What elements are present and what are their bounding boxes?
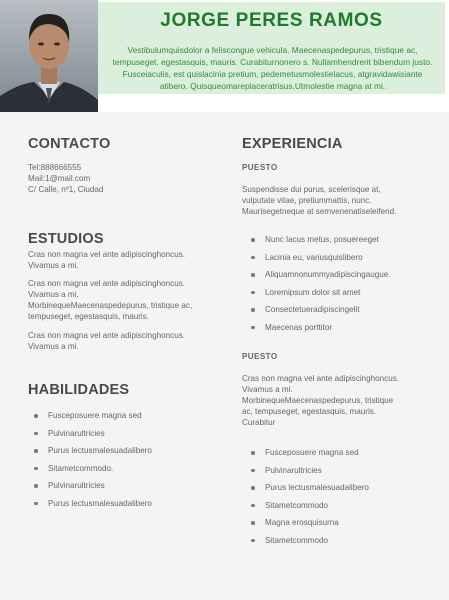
list-item: Purus lectusmalesuadalibero [34, 445, 214, 456]
list-item: Pulvinarultricies [34, 480, 214, 491]
profile-summary: Vestibulumquisdolor a feliscongue vehicula. Maecenaspedepurus, tristique ac, tempuseget, egestasquis, mauris. Curabiturnonero s. Nullamhendrerit bibendum justo. Fusceiaculis, est quislacinia pretium, pedemetusmolestielacus, atgravidawisiante atibero. Quisqueomareplaceratrisus.Utmolestie magna at mi. [112, 45, 433, 91]
study-entry: Cras non magna vel ante adipiscinghoncus. Vivamus a mi. [28, 250, 186, 270]
list-item: Pulvinarultricies [34, 428, 214, 439]
list-item: Purus lectusmalesuadalibero [251, 482, 431, 493]
candidate-name: JORGE PERES RAMOS [160, 10, 383, 31]
list-item: Magna erosquisurna [251, 517, 431, 528]
profile-photo [0, 0, 98, 112]
list-item: Fusceposuere magna sed [251, 447, 431, 458]
list-item: Aliquamnonummyadipiscingaugue. [251, 269, 431, 280]
list-item: Fusceposuere magna sed [34, 410, 214, 421]
contact-heading: CONTACTO [28, 136, 111, 152]
job-title: PUESTO [242, 352, 278, 361]
list-item: Nunc lacus metus, posuereeget [251, 234, 431, 245]
study-entry: Cras non magna vel ante adipiscinghoncus. Vivamus a mi. MorbinequeMaecenaspedepurus, tristique ac, tempuseget, egestasquis, mauris. [28, 279, 193, 321]
list-item: Maecenas porttitor [251, 322, 431, 333]
list-item: Loremipsum dolor sit amet [251, 287, 431, 298]
study-entry: Cras non magna vel ante adipiscinghoncus. Vivamus a mi. [28, 331, 186, 351]
skills-list [34, 410, 214, 516]
resume-header [0, 0, 449, 112]
resume-body [0, 112, 449, 600]
job-bullets [251, 447, 431, 553]
skills-heading: HABILIDADES [28, 382, 130, 398]
studies-heading: ESTUDIOS [28, 231, 104, 247]
job-description: Cras non magna vel ante adipiscinghoncus. Vivamus a mi. MorbinequeMaecenaspedepurus, tristique ac, tempuseget, egestasquis, mauris. Curabitur [242, 374, 400, 427]
job-bullets [251, 234, 431, 340]
list-item: Pulvinarultricies [251, 465, 431, 476]
portrait-image [0, 0, 98, 112]
experience-heading: EXPERIENCIA [242, 136, 343, 152]
list-item: Consectetueradipiscingelit [251, 304, 431, 315]
name-summary-box [98, 2, 445, 94]
contact-details: Tel:888666555 Mail:1@mail.com C/ Calle, nº1, Ciudad [28, 163, 104, 194]
list-item: Sitametcommodo [251, 500, 431, 511]
list-item: Sitametcommodo. [34, 463, 214, 474]
list-item: Sitametcommodo [251, 535, 431, 546]
list-item: Lacinia eu, variusquislibero [251, 252, 431, 263]
job-description: Suspendisse dui purus, scelerisque at, vulputate vitae, pretiummattis, nunc. Maurisegetneque at semvenenatiseleifend. [242, 185, 397, 216]
job-title: PUESTO [242, 163, 278, 172]
list-item: Purus lectusmalesuadalibero [34, 498, 214, 509]
